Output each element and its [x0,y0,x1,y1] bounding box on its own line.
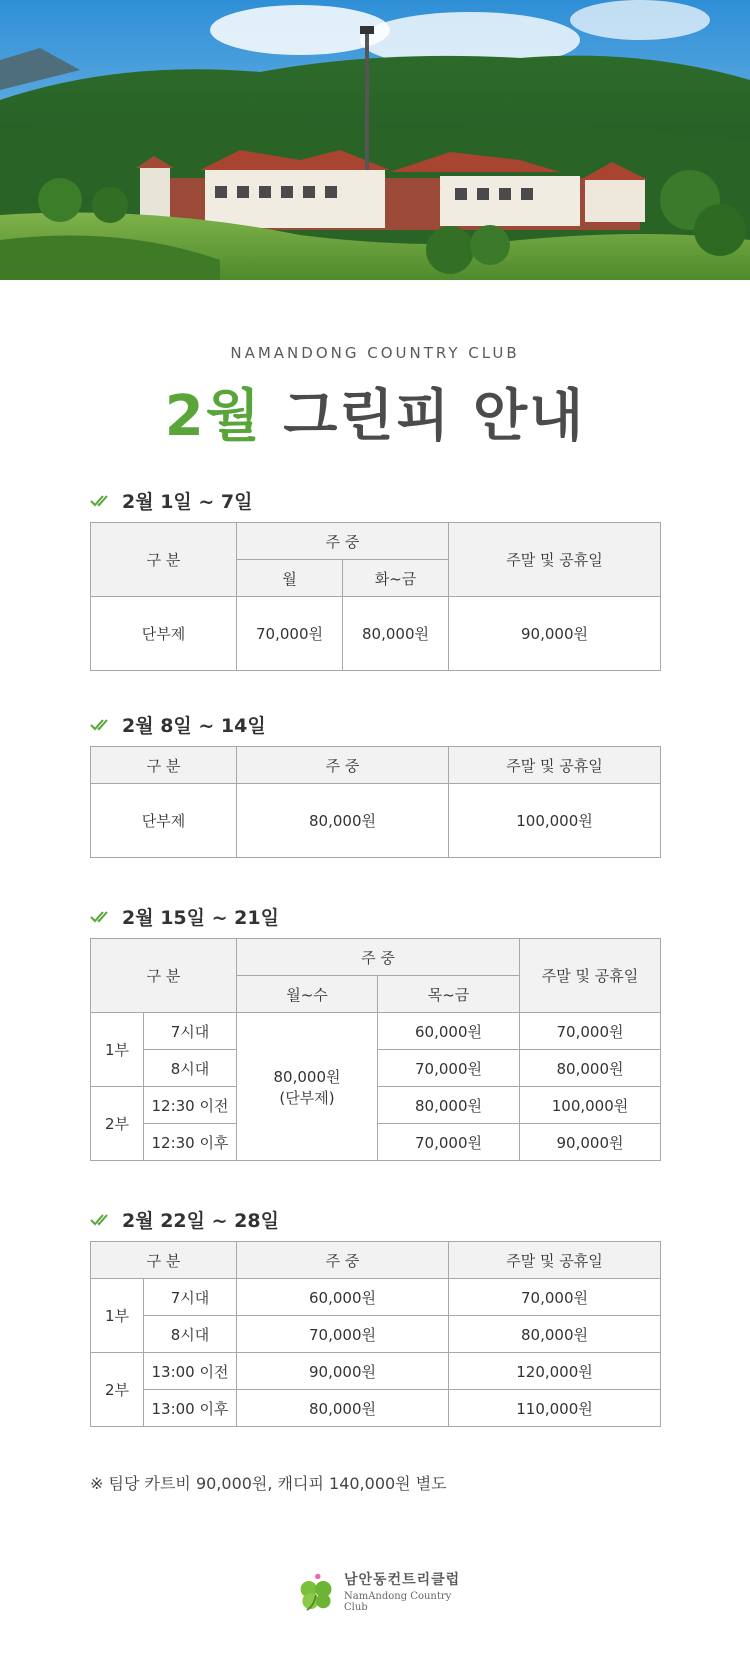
fee-table-2 [90,746,661,858]
row-label: 단부제 [91,597,237,671]
fee-note: ※ 팀당 카트비 90,000원, 캐디피 140,000원 별도 [90,1474,447,1493]
header-category: 구 분 [91,747,237,784]
row-label: 단부제 [91,784,237,858]
fee-table-1 [90,522,661,671]
header-weekday: 주 중 [237,747,449,784]
price-cell: 100,000원 [520,1087,661,1124]
price-cell: 70,000원 [237,597,343,671]
part-label: 2부 [91,1087,144,1161]
fee-table-4 [90,1241,661,1427]
hero-image [0,0,750,280]
double-check-icon [90,1213,114,1227]
price-cell: 80,000원 [343,597,449,671]
header-weekend: 주말 및 공휴일 [449,523,661,597]
section-title-2 [90,711,266,738]
price-cell: 90,000원 [449,597,661,671]
price-cell: 90,000원 [237,1353,449,1390]
part-label: 1부 [91,1013,144,1087]
double-check-icon [90,494,114,508]
time-label: 7시대 [144,1013,237,1050]
header-weekday: 주 중 [237,939,520,976]
price-cell: 80,000원 [237,784,449,858]
logo-korean-name: 남안동컨트리클럽 [344,1572,461,1588]
time-label: 8시대 [144,1316,237,1353]
price-cell: 80,000원 [378,1087,520,1124]
price-cell: 70,000원 [449,1279,661,1316]
header-category: 구 분 [91,523,237,597]
section-title-3 [90,903,279,930]
double-check-icon [90,910,114,924]
time-label: 7시대 [144,1279,237,1316]
price-cell: 70,000원 [378,1050,520,1087]
time-label: 13:00 이전 [144,1353,237,1390]
price-cell: 70,000원 [237,1316,449,1353]
price-cell: 90,000원 [520,1124,661,1161]
price-cell: 100,000원 [449,784,661,858]
club-logo [296,1562,466,1620]
price-cell: 80,000원 [449,1316,661,1353]
header-weekday: 주 중 [237,523,449,560]
page-title-month: 2월 [164,384,262,449]
price-cell: 120,000원 [449,1353,661,1390]
club-name-subtitle: NAMANDONG COUNTRY CLUB [230,344,520,362]
mon-wed-price-cell [237,1013,378,1161]
time-label: 13:00 이후 [144,1390,237,1427]
page-title [0,372,750,452]
section-title-4 [90,1206,279,1233]
section-title-text: 2월 15일 ~ 21일 [122,907,279,929]
part-label: 2부 [91,1353,144,1427]
header-tue-fri: 화~금 [343,560,449,597]
fee-table-3 [90,938,661,1161]
header-mon: 월 [237,560,343,597]
price-cell: 80,000원 [520,1050,661,1087]
price-cell: 60,000원 [378,1013,520,1050]
time-label: 12:30 이후 [144,1124,237,1161]
double-check-icon [90,718,114,732]
header-weekend: 주말 및 공휴일 [520,939,661,1013]
page-title-text: 그린피 안내 [261,384,586,449]
time-label: 12:30 이전 [144,1087,237,1124]
price-cell: 60,000원 [237,1279,449,1316]
price-cell: 80,000원 [237,1390,449,1427]
section-title-text: 2월 1일 ~ 7일 [122,491,253,513]
header-mon-wed: 월~수 [237,976,378,1013]
header-category: 구 분 [91,939,237,1013]
header-weekend: 주말 및 공휴일 [449,1242,661,1279]
header-weekend: 주말 및 공휴일 [449,747,661,784]
clover-logo-icon [296,1569,336,1613]
header-weekday: 주 중 [237,1242,449,1279]
time-label: 8시대 [144,1050,237,1087]
header-thu-fri: 목~금 [378,976,520,1013]
mon-wed-price: 80,000원 [273,1067,341,1086]
logo-english-name: NamAndong Country Club [344,1591,452,1613]
price-cell: 70,000원 [378,1124,520,1161]
header-category: 구 분 [91,1242,237,1279]
part-label: 1부 [91,1279,144,1353]
price-cell: 70,000원 [520,1013,661,1050]
price-cell: 110,000원 [449,1390,661,1427]
mon-wed-note: (단부제) [279,1088,335,1107]
section-title-1 [90,487,253,514]
section-title-text: 2월 22일 ~ 28일 [122,1210,279,1232]
section-title-text: 2월 8일 ~ 14일 [122,715,266,737]
